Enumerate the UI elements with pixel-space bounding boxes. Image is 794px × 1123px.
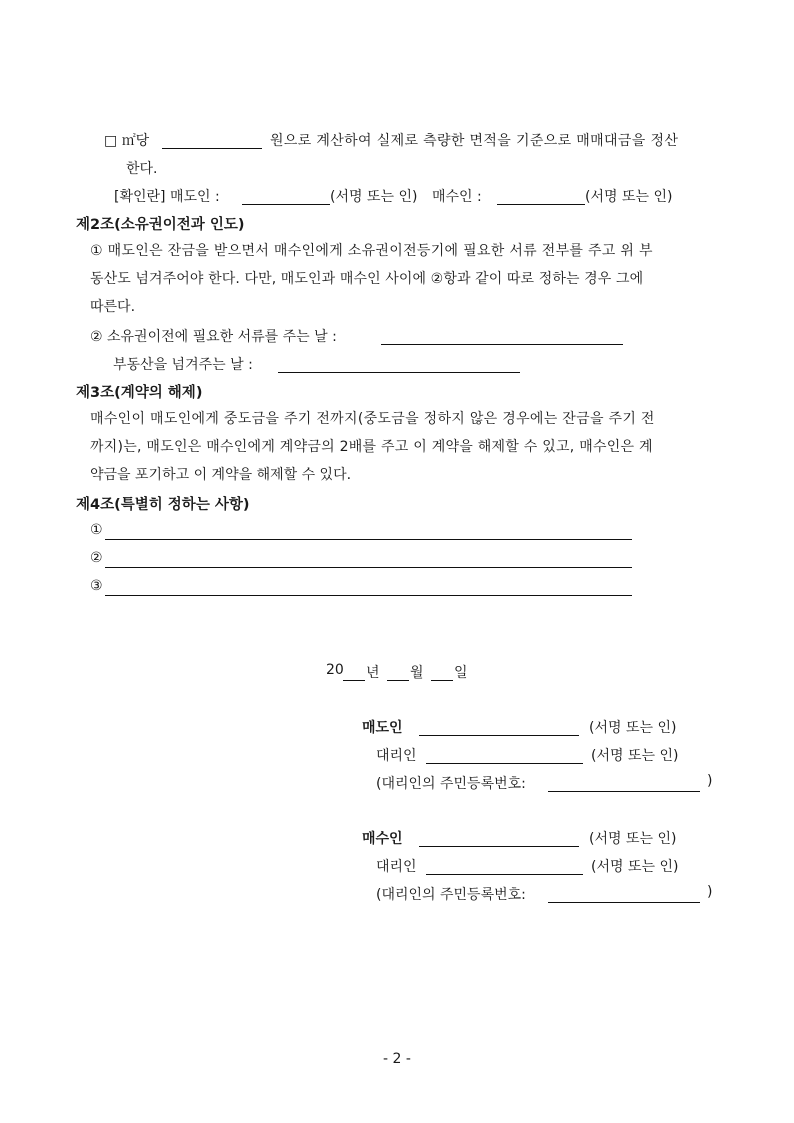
- seller-agent-id-label: (대리인의 주민등록번호:: [376, 776, 526, 792]
- seller-agent-label: 대리인: [376, 748, 417, 764]
- seller-confirm-sign: (서명 또는 인): [330, 189, 418, 205]
- seller-name-blank[interactable]: [419, 734, 579, 736]
- unit-price-blank[interactable]: [162, 147, 262, 149]
- buyer-confirm-blank[interactable]: [497, 203, 585, 205]
- article3-title: 제3조(계약의 해제): [76, 385, 203, 401]
- article2-p3-label: 부동산을 넘겨주는 날 :: [113, 357, 253, 373]
- buyer-confirm-sign: (서명 또는 인): [585, 189, 673, 205]
- article4-item-1: ①: [90, 522, 103, 538]
- seller-agent-blank[interactable]: [426, 762, 583, 764]
- article3-line3: 약금을 포기하고 이 계약을 해제할 수 있다.: [90, 467, 352, 483]
- seller-agent-sign: (서명 또는 인): [591, 748, 679, 764]
- buyer-name-blank[interactable]: [419, 845, 579, 847]
- seller-label: 매도인: [362, 720, 403, 736]
- article4-title: 제4조(특별히 정하는 사항): [76, 497, 250, 513]
- day-blank[interactable]: [431, 679, 453, 681]
- date-prefix: 20: [326, 662, 344, 678]
- buyer-agent-id-blank[interactable]: [548, 901, 700, 903]
- buyer-sign: (서명 또는 인): [589, 831, 677, 847]
- article4-item-2: ②: [90, 550, 103, 566]
- buyer-agent-label: 대리인: [376, 859, 417, 875]
- article2-p1-line2: 동산도 넘겨주어야 한다. 다만, 매도인과 매수인 사이에 ②항과 같이 따로 정하는 경우 그에: [90, 271, 644, 287]
- buyer-confirm-label: 매수인 :: [432, 189, 482, 205]
- buyer-agent-blank[interactable]: [426, 873, 583, 875]
- month-blank[interactable]: [387, 679, 409, 681]
- article2-p2-label: ② 소유권이전에 필요한 서류를 주는 날 :: [90, 329, 337, 345]
- document-date-blank[interactable]: [381, 343, 623, 345]
- seller-confirm-blank[interactable]: [242, 203, 330, 205]
- article2-p1-line1: ① 매도인은 잔금을 받으면서 매수인에게 소유권이전등기에 필요한 서류 전부를 주고 위 부: [90, 243, 653, 259]
- confirm-label: [확인란] 매도인 :: [114, 189, 220, 205]
- article4-item-3: ③: [90, 578, 103, 594]
- page-number: - 2 -: [383, 1051, 411, 1067]
- area-clause-line2: 한다.: [126, 161, 158, 177]
- unit-prefix: ㎡당: [121, 133, 150, 149]
- article2-title: 제2조(소유권이전과 인도): [76, 217, 245, 233]
- buyer-agent-id-label: (대리인의 주민등록번호:: [376, 887, 526, 903]
- handover-date-blank[interactable]: [278, 371, 520, 373]
- article4-item-3-blank[interactable]: [105, 594, 632, 596]
- article4-item-1-blank[interactable]: [105, 538, 632, 540]
- seller-agent-id-close: ): [707, 773, 713, 789]
- year-blank[interactable]: [343, 679, 365, 681]
- date-month: 월: [410, 665, 424, 681]
- date-day: 일: [454, 665, 468, 681]
- area-clause-rest: 원으로 계산하여 실제로 측량한 면적을 기준으로 매매대금을 정산: [270, 133, 679, 149]
- article3-line1: 매수인이 매도인에게 중도금을 주기 전까지(중도금을 정하지 않은 경우에는 잔금을 주기 전: [90, 411, 655, 427]
- buyer-label: 매수인: [362, 831, 403, 847]
- buyer-agent-id-close: ): [707, 884, 713, 900]
- seller-sign: (서명 또는 인): [589, 720, 677, 736]
- article2-p1-line3: 따른다.: [90, 299, 136, 315]
- checkbox-icon[interactable]: □: [104, 133, 118, 149]
- area-clause-line1: [104, 130, 149, 150]
- article3-line2: 까지)는, 매도인은 매수인에게 계약금의 2배를 주고 이 계약을 해제할 수 있고, 매수인은 계: [90, 439, 653, 455]
- seller-agent-id-blank[interactable]: [548, 790, 700, 792]
- article4-item-2-blank[interactable]: [105, 566, 632, 568]
- date-year: 년: [366, 665, 380, 681]
- buyer-agent-sign: (서명 또는 인): [591, 859, 679, 875]
